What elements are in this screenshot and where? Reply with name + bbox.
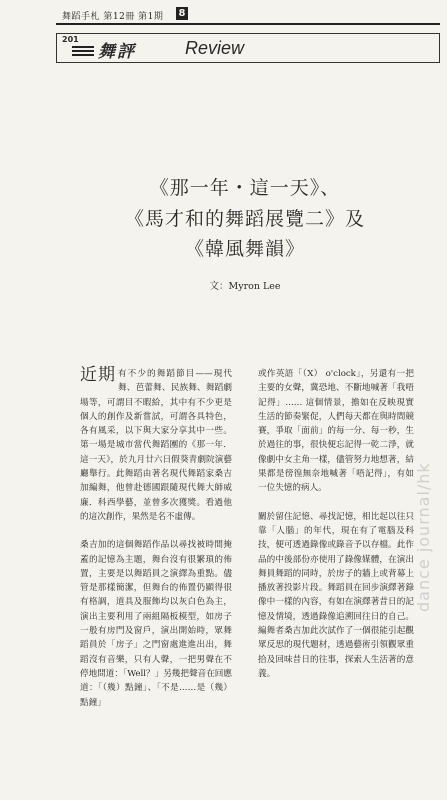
running-header: 舞蹈手札 第12冊 第1期 [62,12,164,22]
section-logo [62,35,96,60]
paragraph-text: 有不少的舞蹈節目——現代舞、芭蕾舞、民族舞、舞蹈劇場等，可謂目不暇給，其中有不少更是個人的創作及新嘗試，可謂各具特色，各有風采，以下與大家分享其中一些。第一場是城市當代舞蹈團的《那一年．這一天》，於九月廿六日假葵青劇院演藝廳舉行。此舞蹈由著名現代舞蹈家桑吉加編舞，他曾赴德國跟隨現代舞大師威廉．科西學藝，並曾多次獲獎。看過他的這次創作，果然是名不虛傳。 [80,369,232,522]
article-title-line-2: 《馬才和的舞蹈展覽二》及 [124,208,365,230]
section-logo-bars [72,46,94,58]
paragraph: 桑吉加的這個舞蹈作品以尋找被時間掩蓋的記憶為主題，舞台沒有很繁瑣的佈置，主要是以舞蹈員之演繹為重點。儘管是那樣簡潔，但舞台的佈置仍顯得很有格調，道具及服飾均以灰白色為主，演出主要利用了兩組隔板模型，如房子一般有房門及窗戶，演出開始時，眾舞蹈員於「房子」之門窗處進進出出，舞蹈沒有音樂，只有人聲，一把男聲在不停地問道：「Well？」另幾把聲音在回應道：「（幾）點鐘」、「不是……是（幾）點鐘」 [80,540,232,708]
left-column [80,367,232,710]
section-title-cn: 舞評 [98,42,136,62]
right-column [258,367,414,681]
section-title-en: Review [185,38,245,58]
paragraph: 或作英語「（X） o'clock」，另還有一把主要的女聲，冀恐地、不斷地喊著「我唔記得」…… 這個情景，擔如在反映現實生活的節奏緊促，人們每天都在與時間競賽，爭取「面前」的每一分、每一秒，生於過往的事，很快便忘記得一乾二淨，就像劇中女主角一樣，儘管努力地想著，結果都是徬徨無奈地喊著「唔記得」，有如一位失憶的病人。 [258,369,414,494]
paragraph [80,367,232,524]
watermark: dance journal/hk [414,462,433,612]
lead-characters: 近期 [80,365,116,385]
article-title-line-3: 《韓風舞韻》 [184,238,305,260]
article-title-line-1: 《那一年・這一天》、 [149,177,341,199]
paragraph: 關於留住記憶、尋找記憶，相比起以往只靠「人腦」的年代，現在有了電腦及科技，便可透過錄像或錄音予以存檔。此作品的中後部份亦使用了錄像媒體，在演出舞員舞蹈的同時，於房子的牆上或背幕上播放著投影片段。舞蹈員在回步演繹著錄像中一樣的內容，有如在演繹著昔日的記憶及情境，透過錄像追溯回往日的自己。編舞者桑吉加此次試作了一個很能引起觀眾反思的現代題材，透過藝術引領觀眾重拾及回味昔日的往事，探索人生活著的意義。 [258,511,414,679]
section-logo-code: 201 [62,35,79,44]
header-rule [56,23,440,25]
page-number: 8 [176,7,188,20]
byline: 文：Myron Lee [209,281,281,292]
